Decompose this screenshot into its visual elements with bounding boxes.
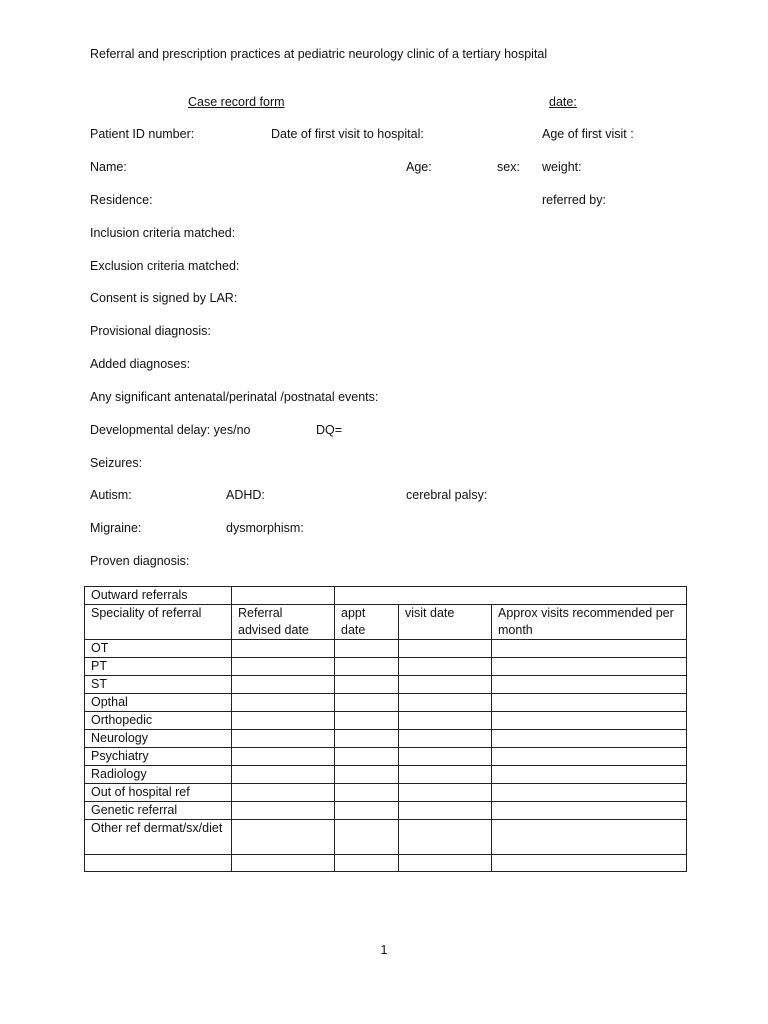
table-cell — [335, 694, 399, 712]
table-row — [85, 676, 687, 694]
table-cell — [492, 694, 687, 712]
row-label: ST — [85, 676, 232, 694]
row-label: Genetic referral — [85, 802, 232, 820]
table-header-row — [85, 605, 687, 640]
table-row — [85, 712, 687, 730]
table-cell — [335, 784, 399, 802]
table-cell — [492, 676, 687, 694]
table-cell — [492, 855, 687, 872]
table-cell — [232, 640, 335, 658]
table-cell — [335, 640, 399, 658]
sex-label: sex: — [497, 160, 520, 174]
table-cell — [232, 730, 335, 748]
table-cell — [335, 676, 399, 694]
provisional-diagnosis-label: Provisional diagnosis: — [90, 324, 211, 338]
table-cell — [335, 802, 399, 820]
perinatal-events-label: Any significant antenatal/perinatal /postnatal events: — [90, 390, 379, 404]
table-cell — [232, 748, 335, 766]
table-cell — [492, 640, 687, 658]
table-cell — [335, 766, 399, 784]
patient-id-label: Patient ID number: — [90, 127, 195, 141]
column-header: Approx visits recommended per month — [492, 605, 687, 640]
table-cell — [399, 802, 492, 820]
table-row — [85, 820, 687, 855]
table-cell — [335, 712, 399, 730]
table-cell — [335, 587, 687, 605]
table-cell — [492, 748, 687, 766]
adhd-label: ADHD: — [226, 488, 265, 502]
table-cell — [232, 712, 335, 730]
row-label: Other ref dermat/sx/diet — [85, 820, 232, 855]
table-row — [85, 640, 687, 658]
table-cell — [335, 820, 399, 855]
row-label: Opthal — [85, 694, 232, 712]
column-header: appt date — [335, 605, 399, 640]
age-first-visit-label: Age of first visit : — [542, 127, 634, 141]
table-cell — [492, 766, 687, 784]
date-label: date: — [549, 95, 577, 109]
table-cell — [232, 587, 335, 605]
table-cell — [335, 730, 399, 748]
table-cell — [492, 820, 687, 855]
table-cell — [232, 820, 335, 855]
weight-label: weight: — [542, 160, 582, 174]
row-label: PT — [85, 658, 232, 676]
table-cell — [232, 766, 335, 784]
row-label: Radiology — [85, 766, 232, 784]
table-row — [85, 694, 687, 712]
table-cell — [399, 730, 492, 748]
cerebral-palsy-label: cerebral palsy: — [406, 488, 488, 502]
first-visit-date-label: Date of first visit to hospital: — [271, 127, 424, 141]
referral-table — [84, 586, 687, 872]
table-cell — [335, 658, 399, 676]
table-row — [85, 802, 687, 820]
dysmorphism-label: dysmorphism: — [226, 521, 304, 535]
table-cell — [399, 640, 492, 658]
referred-by-label: referred by: — [542, 193, 606, 207]
table-cell — [85, 855, 232, 872]
table-cell — [232, 802, 335, 820]
table-row — [85, 748, 687, 766]
table-cell — [492, 730, 687, 748]
table-cell — [492, 802, 687, 820]
table-caption: Outward referrals — [85, 587, 232, 605]
table-cell — [399, 658, 492, 676]
row-label: Out of hospital ref — [85, 784, 232, 802]
table-cell — [399, 855, 492, 872]
row-label: OT — [85, 640, 232, 658]
seizures-label: Seizures: — [90, 456, 143, 470]
residence-label: Residence: — [90, 193, 153, 207]
proven-diagnosis-label: Proven diagnosis: — [90, 554, 190, 568]
table-row — [85, 855, 687, 872]
table-row — [85, 784, 687, 802]
added-diagnoses-label: Added diagnoses: — [90, 357, 191, 371]
table-cell — [232, 855, 335, 872]
column-header: visit date — [399, 605, 492, 640]
autism-label: Autism: — [90, 488, 132, 502]
table-row — [85, 766, 687, 784]
consent-label: Consent is signed by LAR: — [90, 291, 238, 305]
row-label: Psychiatry — [85, 748, 232, 766]
form-title: Case record form — [188, 95, 285, 109]
table-cell — [335, 855, 399, 872]
row-label: Orthopedic — [85, 712, 232, 730]
table-cell — [492, 784, 687, 802]
table-cell — [399, 784, 492, 802]
row-label: Neurology — [85, 730, 232, 748]
table-row — [85, 658, 687, 676]
table-cell — [399, 676, 492, 694]
column-header: Referral advised date — [232, 605, 335, 640]
exclusion-criteria-label: Exclusion criteria matched: — [90, 259, 240, 273]
dq-label: DQ= — [316, 423, 343, 437]
table-cell — [399, 766, 492, 784]
age-label: Age: — [406, 160, 432, 174]
table-row — [85, 730, 687, 748]
table-cell — [232, 694, 335, 712]
table-cell — [335, 748, 399, 766]
table-cell — [399, 820, 492, 855]
developmental-delay-label: Developmental delay: yes/no — [90, 423, 251, 437]
migraine-label: Migraine: — [90, 521, 142, 535]
table-cell — [232, 658, 335, 676]
table-cell — [232, 784, 335, 802]
column-header: Speciality of referral — [85, 605, 232, 640]
page-number: 1 — [380, 943, 388, 957]
table-caption-row — [85, 587, 687, 605]
table-cell — [399, 712, 492, 730]
table-cell — [399, 748, 492, 766]
document-title: Referral and prescription practices at pediatric neurology clinic of a tertiary hospital — [90, 47, 548, 61]
inclusion-criteria-label: Inclusion criteria matched: — [90, 226, 236, 240]
table-cell — [399, 694, 492, 712]
name-label: Name: — [90, 160, 127, 174]
table-cell — [492, 658, 687, 676]
table-cell — [232, 676, 335, 694]
table-cell — [492, 712, 687, 730]
